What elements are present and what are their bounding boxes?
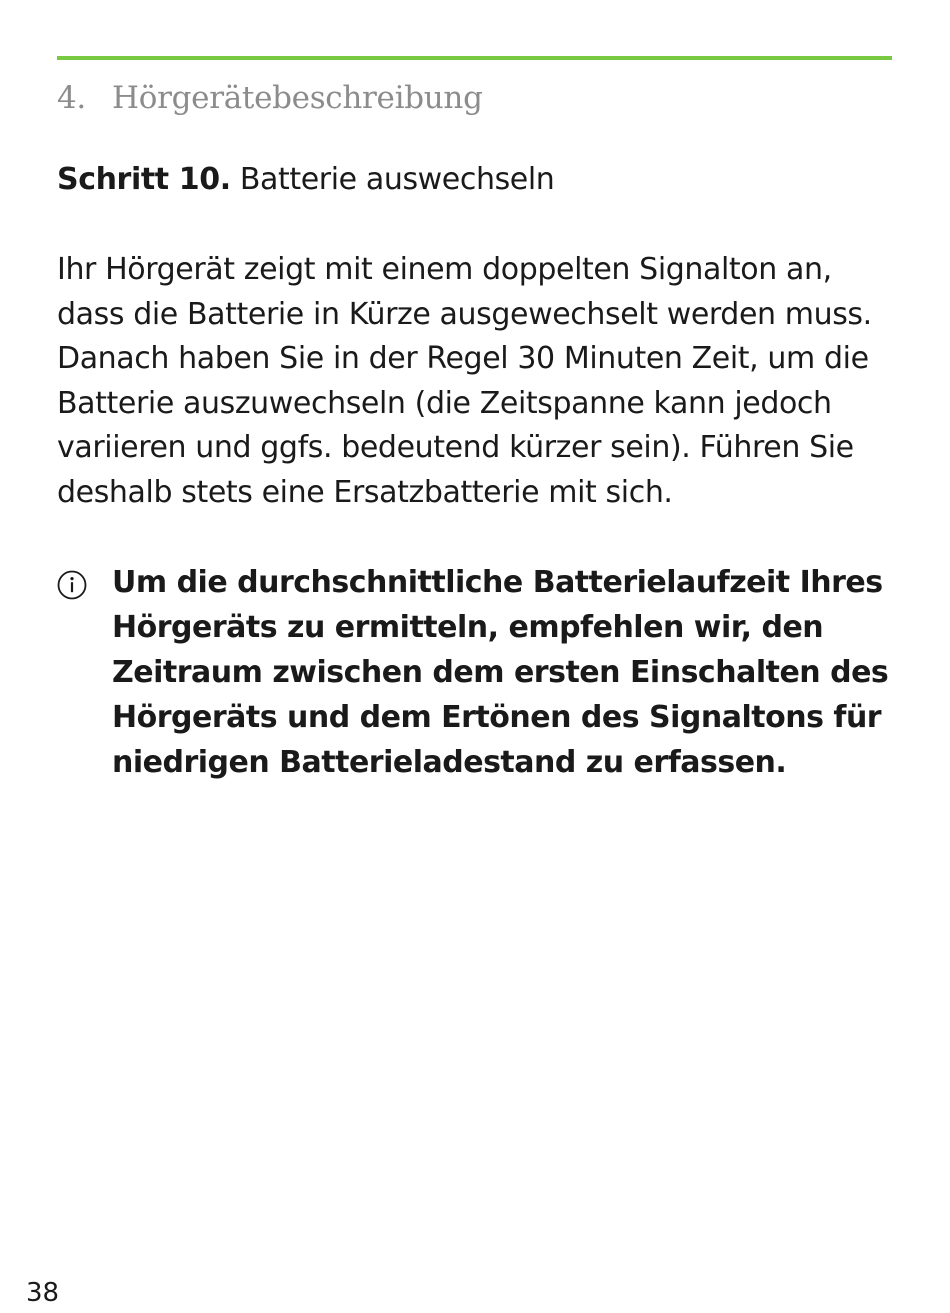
note-text [112, 560, 888, 785]
chapter-title: Hörgerätebeschreibung [112, 80, 483, 116]
chapter-number: 4. [57, 80, 86, 116]
note-line: Um die durchschnittliche Batterielaufzeit Ihres [112, 565, 883, 600]
body-line: Ihr Hörgerät zeigt mit einem doppelten Signalton an, [57, 252, 832, 287]
body-line: Danach haben Sie in der Regel 30 Minuten Zeit, um die [57, 341, 869, 377]
info-icon [57, 570, 87, 600]
step-label: Schritt 10. [57, 162, 231, 197]
page-number: 38 [26, 1278, 60, 1308]
step-heading [57, 162, 554, 197]
note-line: Zeitraum zwischen dem ersten Einschalten des [112, 655, 889, 690]
body-line: deshalb stets eine Ersatzbatterie mit sich. [57, 474, 673, 510]
body-line: dass die Batterie in Kürze ausgewechselt werden muss. [57, 296, 872, 332]
body-paragraph [57, 248, 897, 516]
step-title: Batterie auswechseln [230, 162, 555, 197]
note-line: Hörgeräts und dem Ertönen des Signaltons für [112, 700, 882, 735]
chapter-heading [57, 80, 483, 116]
header-rule [57, 56, 892, 60]
body-line: variieren und ggfs. bedeutend kürzer sein). Führen Sie [57, 430, 854, 466]
note-line: niedrigen Batterieladestand zu erfassen. [112, 745, 787, 780]
body-line: Batterie auszuwechseln (die Zeitspanne kann jedoch [57, 385, 832, 421]
note-line: Hörgeräts zu ermitteln, empfehlen wir, den [112, 610, 824, 645]
